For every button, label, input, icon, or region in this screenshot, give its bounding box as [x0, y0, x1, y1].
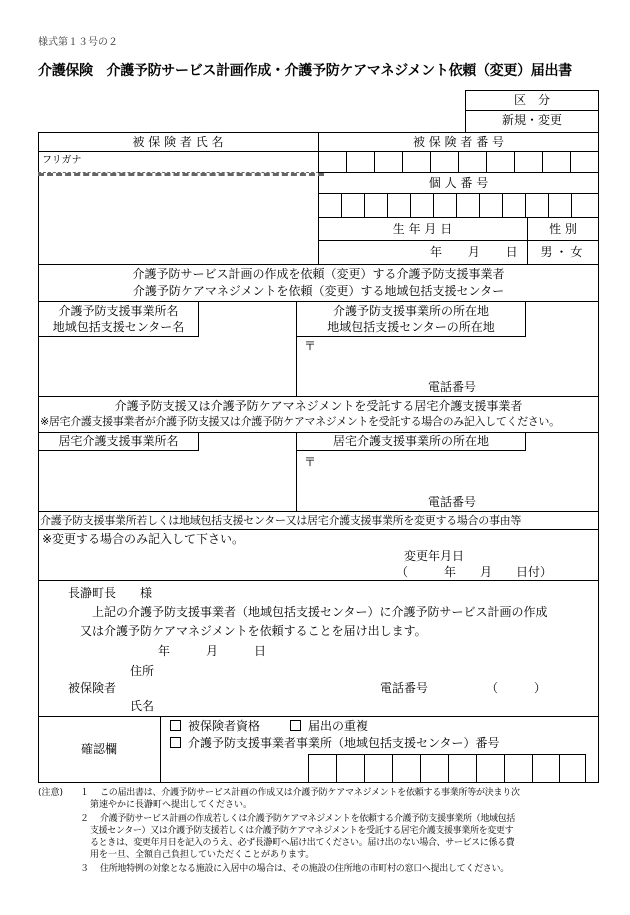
insured-name-header: 被 保 険 者 氏 名	[132, 135, 224, 149]
form-title: 介護保険 介護予防サービス計画作成・介護予防ケアマネジメント依頼（変更）届出書	[38, 63, 572, 79]
address-field[interactable]	[160, 662, 590, 680]
name-field[interactable]	[160, 697, 370, 715]
change-reason-field[interactable]	[42, 548, 372, 578]
personal-number-header: 個 人 番 号	[428, 176, 489, 190]
insured-name-field[interactable]	[42, 175, 314, 261]
care-name-field[interactable]	[42, 454, 292, 509]
provider-name-label-2: 地域包括支援センター名	[52, 320, 185, 334]
check-label-3: 介護予防支援事業者事業所（地域包括支援センター）番号	[188, 736, 500, 750]
note2-line1: 介護予防サービス計画の作成若しくは介護予防ケアマネジメントを依頼する介護予防支援事業所（地域包括	[100, 814, 515, 824]
insured-number-field[interactable]	[319, 152, 598, 171]
change-date-format[interactable]: （ 年 月 日付）	[396, 565, 553, 579]
care-phone-label: 電話番号	[428, 495, 477, 509]
note1-number: １	[80, 788, 90, 798]
care-address-label: 居宅介護支援事業所の所在地	[332, 434, 489, 448]
name-label: 氏名	[130, 699, 155, 713]
note1-line2: 第速やかに長瀞町へ提出してください。	[90, 800, 253, 810]
provider-number-field[interactable]	[308, 754, 586, 783]
check-label-2: 届出の重複	[308, 719, 369, 733]
care-postal-mark: 〒	[304, 455, 317, 469]
check-label-1: 被保険者資格	[188, 719, 261, 733]
addressee: 長瀞町長 様	[68, 586, 153, 600]
note2-line3: るときは、変更年月日を記入のうえ、必ず長瀞町へ届け出てください。届け出のない場合、サービスに係る費	[90, 838, 515, 848]
care-heading-2: ※居宅介護支援事業者が介護予防支援又は介護予防ケアマネジメントを受託する場合のみ記入してください。	[40, 415, 560, 428]
declaration-date[interactable]: 年 月 日	[158, 644, 267, 658]
check-box-3[interactable]	[170, 737, 181, 748]
confirmation-label: 確認欄	[80, 742, 117, 756]
category-header: 区 分	[513, 93, 550, 107]
declaration-text-1: 上記の介護予防支援事業者（地域包括支援センター）に介護予防サービス計画の作成	[92, 605, 548, 619]
furigana-label: フリガナ	[42, 155, 82, 166]
note1-line1: この届出書は、介護予防サービス計画の作成又は介護予防ケアマネジメントを依頼する事業所等が決まり次	[100, 788, 520, 798]
address-label: 住所	[130, 664, 155, 678]
category-value: 新規・変更	[501, 113, 562, 127]
phone-label: 電話番号	[380, 681, 429, 695]
note2-number: ２	[80, 814, 90, 824]
check-box-1[interactable]	[170, 720, 181, 731]
check-box-2[interactable]	[290, 720, 301, 731]
birthdate-format[interactable]: 年 月 日	[430, 245, 518, 259]
provider-address-label-2: 地域包括支援センターの所在地	[327, 320, 495, 334]
change-date-label: 変更年月日	[404, 549, 465, 563]
provider-phone-label: 電話番号	[428, 380, 477, 394]
declaration-text-2: 又は介護予防ケアマネジメントを依頼することを届け出します。	[80, 624, 427, 638]
provider-address-label-1: 介護予防支援事業所の所在地	[332, 304, 489, 318]
birthdate-header: 生 年 月 日	[392, 222, 453, 236]
sex-header: 性 別	[549, 222, 577, 236]
form-number: 様式第１３号の２	[38, 37, 118, 48]
phone-format[interactable]: （ ）	[486, 681, 547, 695]
note2-line2: 支援センター）又は介護予防支援若しくは介護予防ケアマネジメントを受託する居宅介護支援事業所を変更す	[90, 826, 514, 836]
note3-line1: 住所地特例の対象となる施設に入居中の場合は、その施設の住所地の市町村の窓口へ提出してください。	[100, 864, 509, 874]
note2-line4: 用を一旦、全額自己負担していただくことがあります。	[90, 850, 315, 860]
insured-label: 被保険者	[68, 681, 117, 695]
provider-heading-1: 介護予防サービス計画の作成を依頼（変更）する介護予防支援事業者	[132, 267, 505, 281]
provider-heading-2: 介護予防ケアマネジメントを依頼（変更）する地域包括支援センター	[132, 284, 505, 298]
insured-number-header: 被 保 険 者 番 号	[412, 135, 505, 149]
notes-label: (注意)	[38, 788, 64, 798]
care-heading-1: 介護予防支援又は介護予防ケアマネジメントを受託する居宅介護支援事業者	[114, 399, 523, 413]
change-heading: 介護予防支援事業所若しくは地域包括支援センター又は居宅介護支援事業所を変更する場合の事由等	[40, 514, 522, 527]
note3-number: ３	[80, 864, 90, 874]
provider-name-label-1: 介護予防支援事業所名	[58, 304, 179, 318]
provider-postal-mark: 〒	[304, 339, 317, 353]
personal-number-field[interactable]	[319, 194, 598, 216]
provider-name-field[interactable]	[42, 340, 292, 394]
sex-options[interactable]: 男・女	[540, 245, 586, 259]
care-address-field[interactable]	[318, 455, 596, 492]
provider-address-field[interactable]	[318, 340, 596, 378]
care-name-label: 居宅介護支援事業所名	[58, 434, 179, 448]
change-note: ※変更する場合のみ記入して下さい。	[42, 532, 245, 546]
